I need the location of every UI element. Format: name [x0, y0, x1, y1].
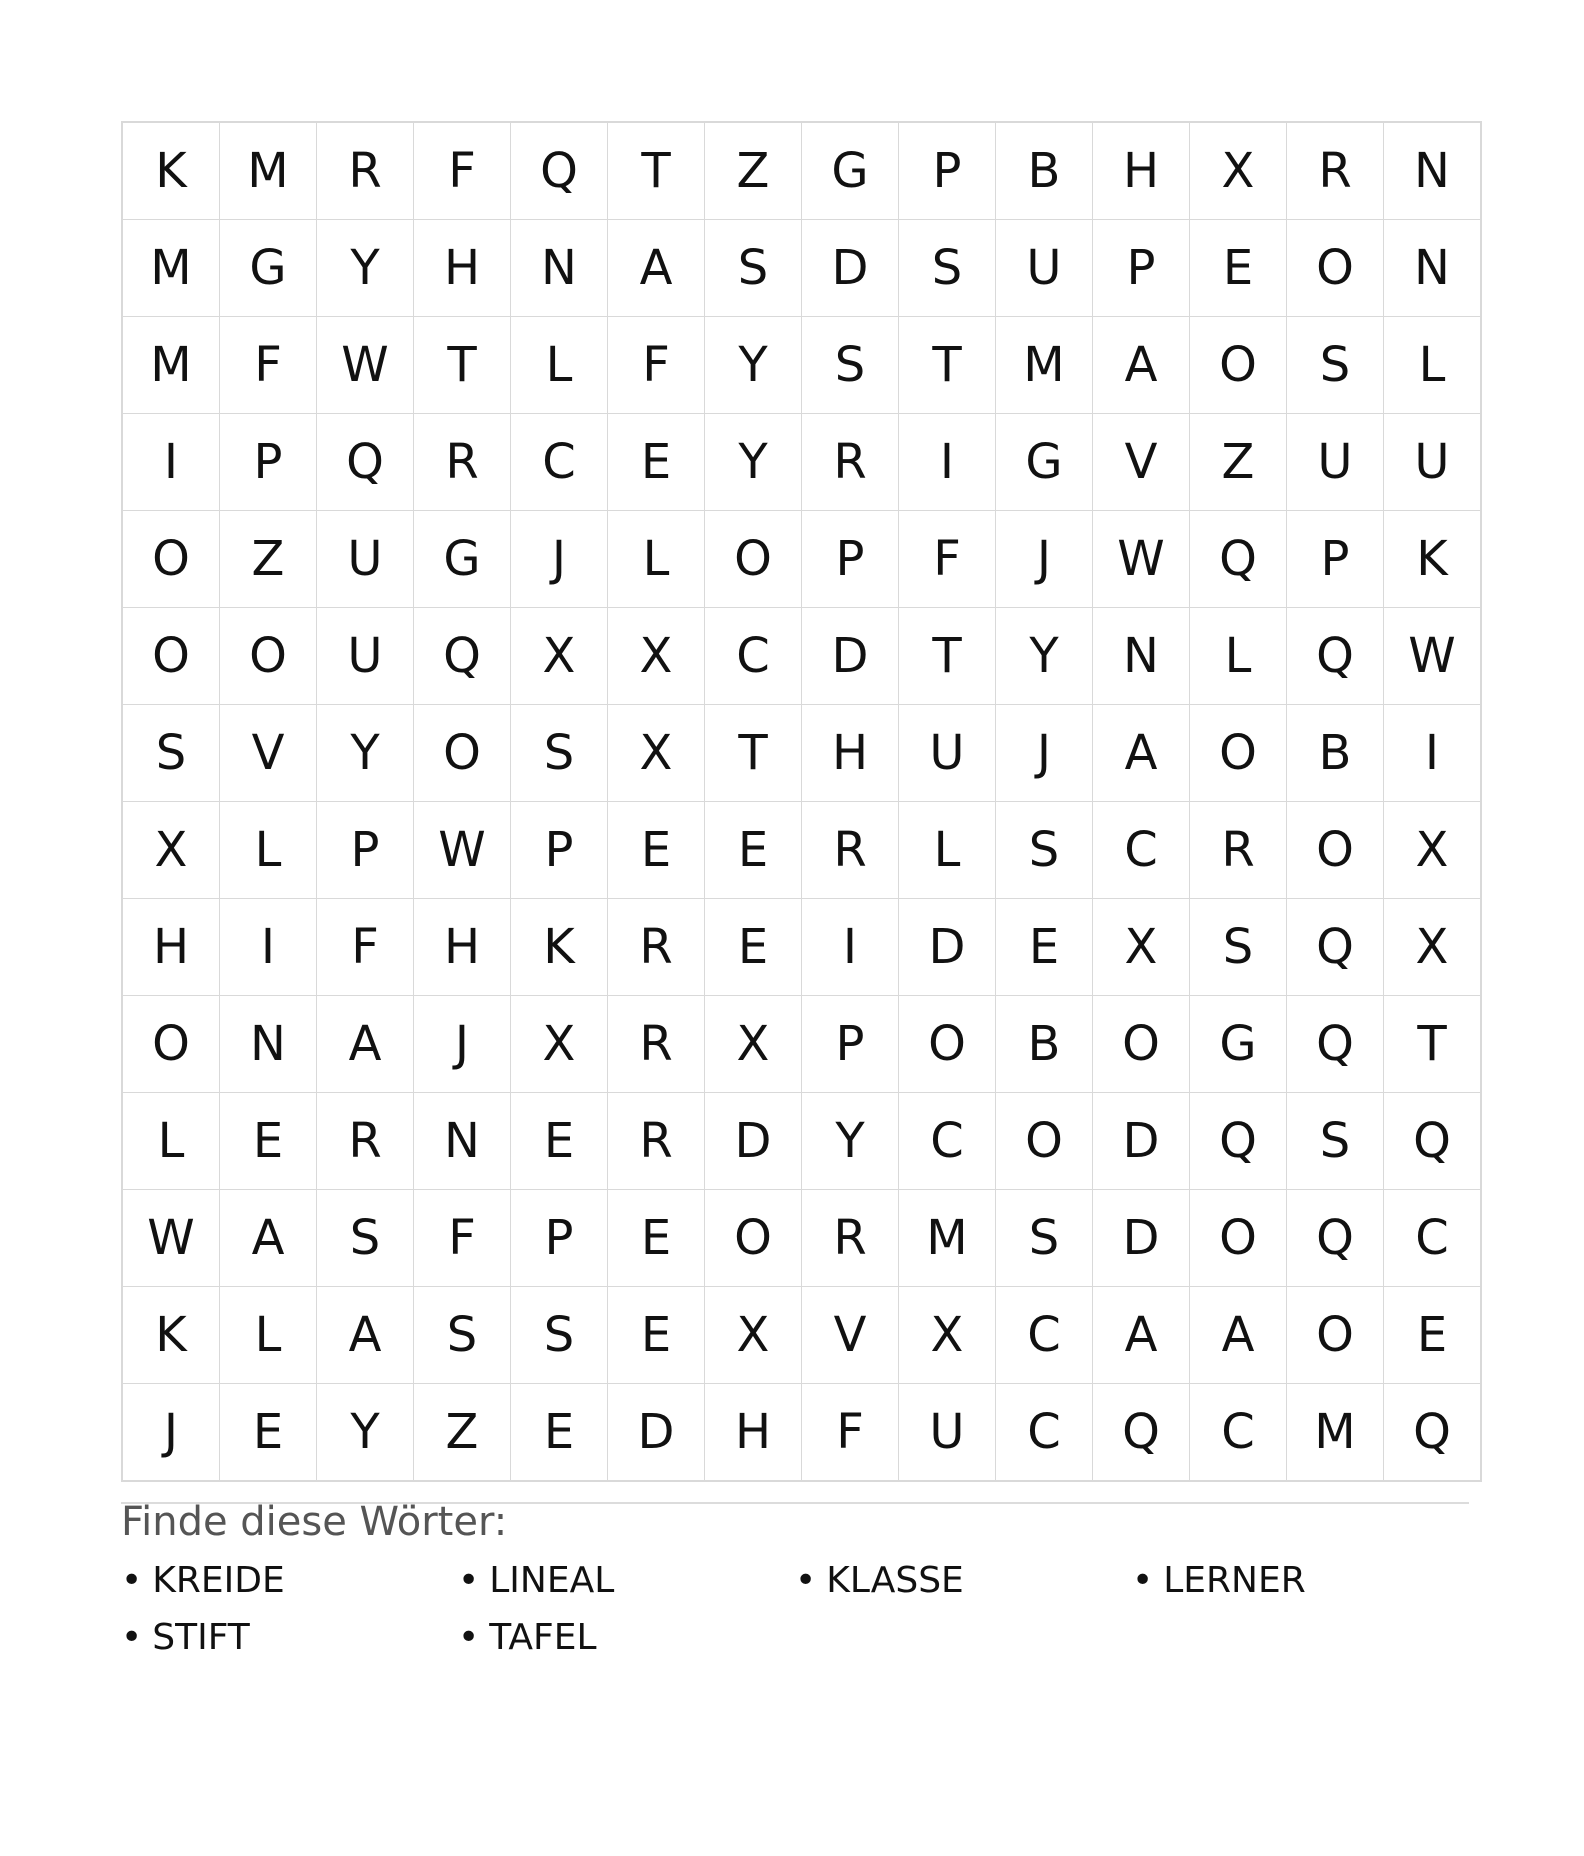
grid-cell[interactable]: E	[511, 1093, 608, 1190]
grid-cell[interactable]: H	[414, 899, 511, 996]
grid-cell[interactable]: F	[414, 1190, 511, 1287]
grid-cell[interactable]: E	[1190, 220, 1287, 317]
grid-cell[interactable]: S	[511, 1287, 608, 1384]
grid-row	[122, 802, 1481, 899]
word-list-item	[121, 1560, 458, 1620]
word-label: KLASSE	[826, 1560, 964, 1601]
word-list-heading: Finde diese Wörter:	[121, 1499, 508, 1545]
grid-cell[interactable]: R	[317, 122, 414, 220]
grid-cell[interactable]: U	[317, 511, 414, 608]
grid-cell[interactable]: S	[1287, 1093, 1384, 1190]
grid-cell[interactable]: P	[511, 1190, 608, 1287]
grid-cell[interactable]: J	[996, 511, 1093, 608]
grid-cell[interactable]: X	[608, 608, 705, 705]
word-label: LINEAL	[489, 1560, 615, 1601]
grid-cell[interactable]: Q	[414, 608, 511, 705]
grid-cell[interactable]: L	[608, 511, 705, 608]
grid-cell[interactable]: O	[996, 1093, 1093, 1190]
grid-cell[interactable]: E	[220, 1093, 317, 1190]
grid-row	[122, 608, 1481, 705]
grid-cell[interactable]: F	[220, 317, 317, 414]
grid-cell[interactable]: L	[220, 802, 317, 899]
grid-cell[interactable]: Y	[317, 705, 414, 802]
word-list	[121, 1560, 1469, 1677]
bullet-icon: •	[121, 1617, 143, 1658]
grid-cell[interactable]: I	[122, 414, 220, 511]
grid-cell[interactable]: C	[1093, 802, 1190, 899]
grid-cell[interactable]: T	[899, 317, 996, 414]
grid-cell[interactable]: C	[511, 414, 608, 511]
grid-cell[interactable]: H	[705, 1384, 802, 1482]
grid-cell[interactable]: O	[1190, 705, 1287, 802]
grid-cell[interactable]: R	[414, 414, 511, 511]
bullet-icon: •	[1132, 1560, 1154, 1601]
grid-cell[interactable]: O	[122, 608, 220, 705]
grid-row	[122, 220, 1481, 317]
grid-cell[interactable]: T	[705, 705, 802, 802]
grid-cell[interactable]: E	[1384, 1287, 1482, 1384]
grid-cell[interactable]: Y	[996, 608, 1093, 705]
grid-cell[interactable]: I	[802, 899, 899, 996]
grid-cell[interactable]: X	[122, 802, 220, 899]
grid-cell[interactable]: U	[1384, 414, 1482, 511]
grid-cell[interactable]: Y	[705, 317, 802, 414]
grid-cell[interactable]: P	[317, 802, 414, 899]
grid-cell[interactable]: E	[608, 1190, 705, 1287]
grid-cell[interactable]: U	[996, 220, 1093, 317]
grid-cell[interactable]: F	[608, 317, 705, 414]
grid-cell[interactable]: E	[996, 899, 1093, 996]
grid-cell[interactable]: M	[899, 1190, 996, 1287]
grid-cell[interactable]: A	[608, 220, 705, 317]
grid-cell[interactable]: P	[899, 122, 996, 220]
grid-cell[interactable]: S	[705, 220, 802, 317]
grid-cell[interactable]: T	[414, 317, 511, 414]
grid-cell[interactable]: R	[608, 1093, 705, 1190]
grid-cell[interactable]: L	[1384, 317, 1482, 414]
grid-row	[122, 122, 1481, 220]
grid-row	[122, 996, 1481, 1093]
grid-cell[interactable]: G	[1190, 996, 1287, 1093]
grid-cell[interactable]: T	[1384, 996, 1482, 1093]
grid-cell[interactable]: T	[899, 608, 996, 705]
grid-cell[interactable]: N	[1384, 220, 1482, 317]
bullet-icon: •	[458, 1560, 480, 1601]
grid-row	[122, 1287, 1481, 1384]
grid-cell[interactable]: X	[511, 608, 608, 705]
grid-cell[interactable]: C	[1190, 1384, 1287, 1482]
grid-cell[interactable]: H	[414, 220, 511, 317]
grid-cell[interactable]: R	[1190, 802, 1287, 899]
grid-cell[interactable]: D	[899, 899, 996, 996]
grid-cell[interactable]: M	[220, 122, 317, 220]
grid-row	[122, 705, 1481, 802]
grid-cell[interactable]: A	[1093, 705, 1190, 802]
grid-cell[interactable]: Q	[1190, 511, 1287, 608]
grid-cell[interactable]: H	[1093, 122, 1190, 220]
grid-cell[interactable]: N	[1384, 122, 1482, 220]
grid-cell[interactable]: C	[899, 1093, 996, 1190]
grid-cell[interactable]: W	[1093, 511, 1190, 608]
grid-cell[interactable]: Q	[1093, 1384, 1190, 1482]
grid-cell[interactable]: S	[122, 705, 220, 802]
grid-cell[interactable]: N	[220, 996, 317, 1093]
grid-cell[interactable]: W	[122, 1190, 220, 1287]
word-label: KREIDE	[152, 1560, 285, 1601]
grid-cell[interactable]: X	[608, 705, 705, 802]
grid-cell[interactable]: E	[705, 802, 802, 899]
grid-cell[interactable]: Y	[317, 1384, 414, 1482]
grid-cell[interactable]: Z	[705, 122, 802, 220]
grid-cell[interactable]: S	[1190, 899, 1287, 996]
grid-cell[interactable]: J	[511, 511, 608, 608]
grid-cell[interactable]: S	[996, 802, 1093, 899]
grid-cell[interactable]: D	[1093, 1190, 1190, 1287]
grid-cell[interactable]: R	[802, 1190, 899, 1287]
grid-cell[interactable]: M	[996, 317, 1093, 414]
grid-cell[interactable]: S	[899, 220, 996, 317]
grid-cell[interactable]: G	[414, 511, 511, 608]
grid-cell[interactable]: S	[1287, 317, 1384, 414]
grid-cell[interactable]: O	[705, 1190, 802, 1287]
grid-cell[interactable]: N	[414, 1093, 511, 1190]
grid-cell[interactable]: E	[511, 1384, 608, 1482]
grid-cell[interactable]: O	[414, 705, 511, 802]
grid-cell[interactable]: W	[414, 802, 511, 899]
grid-cell[interactable]: X	[1190, 122, 1287, 220]
grid-cell[interactable]: F	[414, 122, 511, 220]
grid-cell[interactable]: E	[705, 899, 802, 996]
grid-cell[interactable]: A	[220, 1190, 317, 1287]
grid-cell[interactable]: R	[608, 899, 705, 996]
grid-cell[interactable]: C	[705, 608, 802, 705]
grid-cell[interactable]: Y	[802, 1093, 899, 1190]
grid-cell[interactable]: T	[608, 122, 705, 220]
grid-cell[interactable]: X	[1384, 802, 1482, 899]
grid-cell[interactable]: R	[1287, 122, 1384, 220]
grid-cell[interactable]: N	[1093, 608, 1190, 705]
grid-cell[interactable]: X	[899, 1287, 996, 1384]
grid-cell[interactable]: E	[608, 802, 705, 899]
grid-cell[interactable]: R	[608, 996, 705, 1093]
grid-cell[interactable]: E	[220, 1384, 317, 1482]
grid-cell[interactable]: D	[705, 1093, 802, 1190]
grid-cell[interactable]: Q	[1384, 1093, 1482, 1190]
grid-cell[interactable]: B	[1287, 705, 1384, 802]
bullet-icon: •	[458, 1617, 480, 1658]
grid-cell[interactable]: D	[1093, 1093, 1190, 1190]
grid-cell[interactable]: U	[899, 1384, 996, 1482]
grid-cell[interactable]: Z	[414, 1384, 511, 1482]
grid-cell[interactable]: R	[802, 802, 899, 899]
grid-cell[interactable]: H	[122, 899, 220, 996]
grid-cell[interactable]: G	[996, 414, 1093, 511]
grid-cell[interactable]: O	[122, 511, 220, 608]
grid-cell[interactable]: O	[220, 608, 317, 705]
grid-cell[interactable]: W	[317, 317, 414, 414]
grid-cell[interactable]: J	[122, 1384, 220, 1482]
grid-cell[interactable]: P	[802, 996, 899, 1093]
grid-row	[122, 1093, 1481, 1190]
grid-cell[interactable]: Q	[511, 122, 608, 220]
grid-cell[interactable]: M	[122, 317, 220, 414]
grid-cell[interactable]: H	[802, 705, 899, 802]
grid-cell[interactable]: Q	[1384, 1384, 1482, 1482]
grid-cell[interactable]: K	[122, 122, 220, 220]
grid-cell[interactable]: L	[220, 1287, 317, 1384]
grid-cell[interactable]: Q	[317, 414, 414, 511]
grid-cell[interactable]: S	[511, 705, 608, 802]
grid-cell[interactable]: R	[317, 1093, 414, 1190]
word-list-item	[458, 1617, 795, 1677]
grid-cell[interactable]: F	[802, 1384, 899, 1482]
grid-cell[interactable]: Z	[220, 511, 317, 608]
grid-cell[interactable]: U	[1287, 414, 1384, 511]
grid-cell[interactable]: U	[317, 608, 414, 705]
grid-cell[interactable]: K	[1384, 511, 1482, 608]
word-label: LERNER	[1163, 1560, 1306, 1601]
grid-cell[interactable]: U	[899, 705, 996, 802]
grid-row	[122, 899, 1481, 996]
grid-cell[interactable]: P	[802, 511, 899, 608]
grid-cell[interactable]: K	[511, 899, 608, 996]
grid-cell[interactable]: S	[414, 1287, 511, 1384]
grid-cell[interactable]: C	[1384, 1190, 1482, 1287]
grid-cell[interactable]: P	[1093, 220, 1190, 317]
grid-cell[interactable]: F	[317, 899, 414, 996]
grid-cell[interactable]: Q	[1190, 1093, 1287, 1190]
grid-cell[interactable]: N	[511, 220, 608, 317]
grid-cell[interactable]: A	[1093, 1287, 1190, 1384]
grid-cell[interactable]: V	[1093, 414, 1190, 511]
bullet-icon: •	[795, 1560, 817, 1601]
grid-cell[interactable]: A	[317, 1287, 414, 1384]
grid-row	[122, 1190, 1481, 1287]
grid-body	[122, 122, 1481, 1481]
grid-cell[interactable]: V	[220, 705, 317, 802]
grid-cell[interactable]: L	[899, 802, 996, 899]
grid-cell[interactable]: D	[608, 1384, 705, 1482]
grid-cell[interactable]: Q	[1287, 1190, 1384, 1287]
grid-cell[interactable]: A	[317, 996, 414, 1093]
grid-cell[interactable]: O	[705, 511, 802, 608]
grid-cell[interactable]: E	[608, 1287, 705, 1384]
grid-cell[interactable]: D	[802, 220, 899, 317]
grid-cell[interactable]: O	[1190, 317, 1287, 414]
grid-cell[interactable]: J	[996, 705, 1093, 802]
grid-cell[interactable]: V	[802, 1287, 899, 1384]
grid-cell[interactable]: Q	[1287, 899, 1384, 996]
grid-cell[interactable]: S	[996, 1190, 1093, 1287]
grid-cell[interactable]: Y	[705, 414, 802, 511]
grid-cell[interactable]: X	[1384, 899, 1482, 996]
grid-cell[interactable]: B	[996, 122, 1093, 220]
grid-cell[interactable]: Z	[1190, 414, 1287, 511]
word-list-item	[795, 1560, 1132, 1620]
grid-cell[interactable]: P	[511, 802, 608, 899]
grid-cell[interactable]: L	[122, 1093, 220, 1190]
grid-cell[interactable]: D	[802, 608, 899, 705]
grid-row	[122, 317, 1481, 414]
grid-cell[interactable]: Q	[1287, 608, 1384, 705]
grid-cell[interactable]: X	[511, 996, 608, 1093]
grid-cell[interactable]: W	[1384, 608, 1482, 705]
grid-cell[interactable]: I	[899, 414, 996, 511]
grid-cell[interactable]: R	[802, 414, 899, 511]
grid-cell[interactable]: A	[1190, 1287, 1287, 1384]
grid-cell[interactable]: X	[1093, 899, 1190, 996]
grid-cell[interactable]: S	[317, 1190, 414, 1287]
grid-cell[interactable]: O	[1287, 802, 1384, 899]
grid-cell[interactable]: L	[1190, 608, 1287, 705]
grid-cell[interactable]: P	[1287, 511, 1384, 608]
grid-cell[interactable]: Q	[1287, 996, 1384, 1093]
word-list-item	[121, 1617, 458, 1677]
grid-cell[interactable]: L	[511, 317, 608, 414]
grid-cell[interactable]: C	[996, 1384, 1093, 1482]
word-search-grid	[121, 121, 1482, 1482]
grid-cell[interactable]: Y	[317, 220, 414, 317]
word-label: TAFEL	[489, 1617, 597, 1658]
grid-cell[interactable]: A	[1093, 317, 1190, 414]
grid-cell[interactable]: I	[220, 899, 317, 996]
grid-cell[interactable]: M	[1287, 1384, 1384, 1482]
grid-cell[interactable]: G	[802, 122, 899, 220]
grid-cell[interactable]: O	[1287, 1287, 1384, 1384]
word-label: STIFT	[152, 1617, 250, 1658]
grid-cell[interactable]: F	[899, 511, 996, 608]
grid-cell[interactable]: O	[899, 996, 996, 1093]
grid-row	[122, 1384, 1481, 1482]
bullet-icon: •	[121, 1560, 143, 1601]
grid-cell[interactable]: O	[1287, 220, 1384, 317]
grid-cell[interactable]: X	[705, 996, 802, 1093]
grid-row	[122, 414, 1481, 511]
grid-cell[interactable]: J	[414, 996, 511, 1093]
grid-cell[interactable]: O	[1190, 1190, 1287, 1287]
word-list-item	[458, 1560, 795, 1620]
grid-cell[interactable]: X	[705, 1287, 802, 1384]
grid-cell[interactable]: O	[122, 996, 220, 1093]
grid-cell[interactable]: M	[122, 220, 220, 317]
grid-cell[interactable]: C	[996, 1287, 1093, 1384]
grid-row	[122, 511, 1481, 608]
grid-cell[interactable]: I	[1384, 705, 1482, 802]
grid-cell[interactable]: P	[220, 414, 317, 511]
grid-cell[interactable]: B	[996, 996, 1093, 1093]
grid-cell[interactable]: K	[122, 1287, 220, 1384]
grid-cell[interactable]: E	[608, 414, 705, 511]
word-list-item	[1132, 1560, 1469, 1620]
grid-cell[interactable]: S	[802, 317, 899, 414]
grid-cell[interactable]: O	[1093, 996, 1190, 1093]
grid-cell[interactable]: G	[220, 220, 317, 317]
